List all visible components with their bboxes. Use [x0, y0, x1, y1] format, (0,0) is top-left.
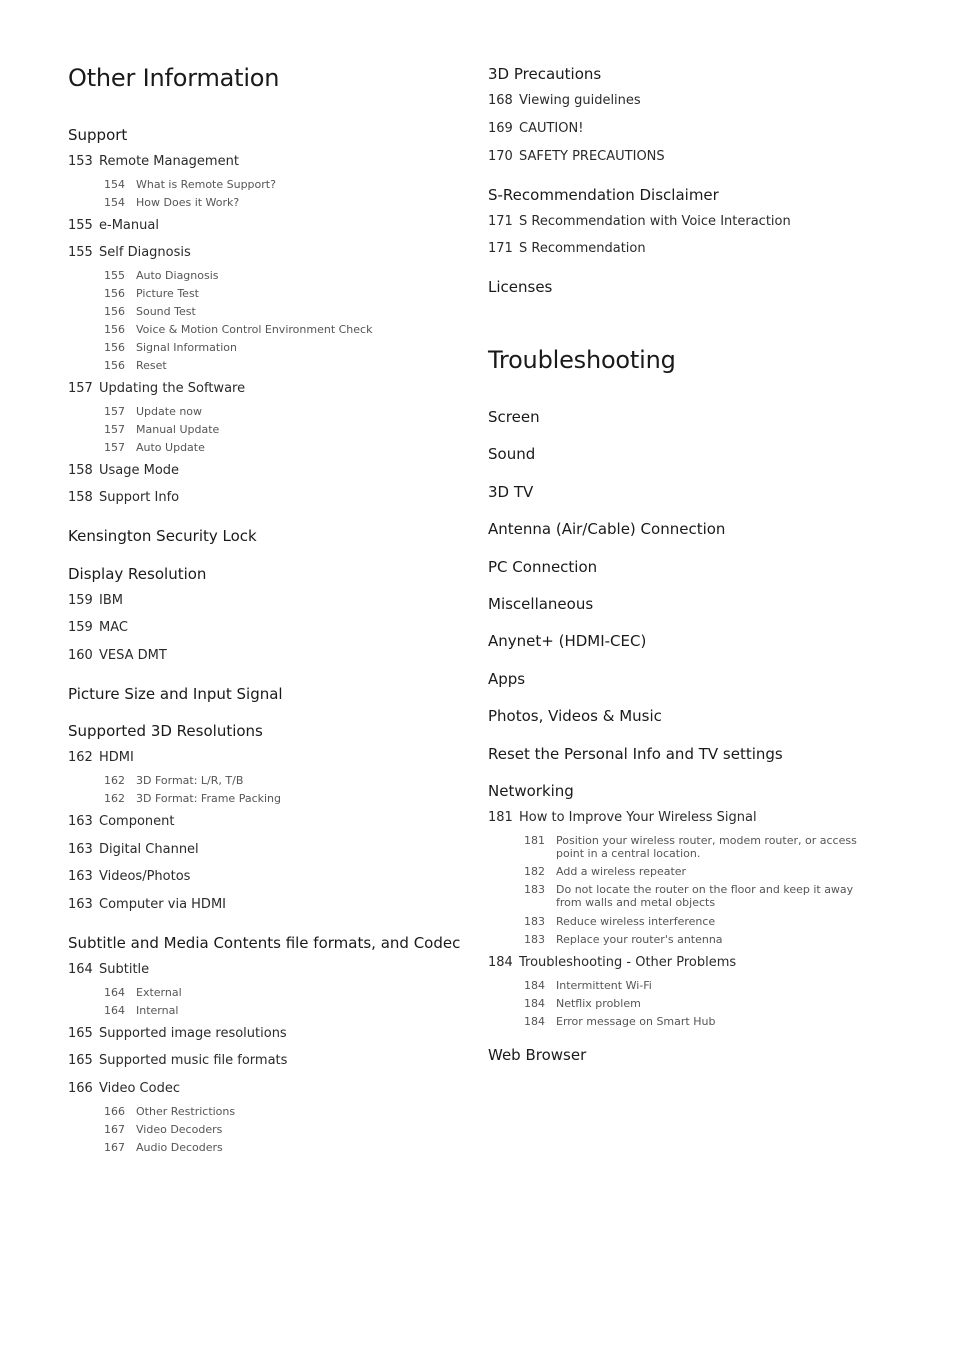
toc-subentry-reset[interactable] [68, 359, 167, 372]
toc-entry-updating-the-software[interactable] [68, 381, 245, 396]
entry-title: How to Improve Your Wireless Signal [519, 810, 757, 825]
toc-entry-mac[interactable] [68, 620, 128, 635]
entry-title: S Recommendation [519, 241, 646, 256]
entry-title: Intermittent Wi-Fi [556, 979, 652, 992]
entry-title: SAFETY PRECAUTIONS [519, 149, 665, 164]
toc-subentry-what-is-remote-support[interactable] [68, 178, 276, 191]
page-number: 167 [104, 1123, 125, 1136]
toc-section-miscellaneous[interactable]: Miscellaneous [488, 595, 594, 613]
page-number: 159 [68, 620, 93, 635]
page-number: 181 [524, 834, 545, 847]
toc-entry-computer-via-hdmi[interactable] [68, 897, 226, 912]
entry-title: Supported image resolutions [99, 1026, 287, 1041]
toc-subentry-auto-update[interactable] [68, 441, 205, 454]
toc-subentry-auto-diagnosis[interactable] [68, 269, 219, 282]
toc-entry-ibm[interactable] [68, 593, 123, 608]
page-number: 162 [68, 750, 93, 765]
entry-title: HDMI [99, 750, 134, 765]
toc-entry-how-to-improve-your-wireless-signal[interactable] [488, 810, 757, 825]
entry-title: Manual Update [136, 423, 220, 436]
entry-title: Supported music file formats [99, 1053, 288, 1068]
entry-title: Support Info [99, 490, 180, 505]
toc-entry-video-codec[interactable] [68, 1081, 180, 1096]
entry-title: Signal Information [136, 341, 237, 354]
page-number: 162 [104, 792, 125, 805]
entry-title: Auto Diagnosis [136, 269, 219, 282]
page-number: 154 [104, 178, 125, 191]
toc-subentry-sound-test[interactable] [68, 305, 196, 318]
page-number: 166 [104, 1105, 125, 1118]
toc-entry-support-info[interactable] [68, 490, 179, 505]
page-number: 182 [524, 865, 545, 878]
page-number: 184 [524, 979, 545, 992]
entry-title: 3D Format: Frame Packing [136, 792, 282, 805]
page-number: 181 [488, 810, 513, 825]
toc-subentry-3d-format-l-r-t-b[interactable] [68, 774, 243, 787]
page-number: 184 [524, 997, 545, 1010]
toc-entry-troubleshooting-other-problems[interactable] [488, 955, 736, 970]
entry-title: VESA DMT [99, 648, 167, 663]
toc-entry-usage-mode[interactable] [68, 463, 179, 478]
page-number: 156 [104, 341, 125, 354]
toc-section-3d-tv[interactable]: 3D TV [488, 483, 534, 501]
toc-section-sound[interactable]: Sound [488, 445, 536, 463]
toc-subentry-audio-decoders[interactable] [68, 1141, 223, 1154]
page-number: 156 [104, 323, 125, 336]
page-number: 157 [68, 381, 93, 396]
entry-title: Video Codec [99, 1081, 180, 1096]
toc-entry-self-diagnosis[interactable] [68, 245, 191, 260]
toc-entry-safety-precautions[interactable] [488, 149, 665, 164]
page-number: 162 [104, 774, 125, 787]
page-number: 154 [104, 196, 125, 209]
page-number: 166 [68, 1081, 93, 1096]
toc-section-kensington-security-lock[interactable]: Kensington Security Lock [68, 527, 257, 545]
toc-subentry-add-a-wireless-repeater[interactable] [488, 865, 686, 878]
page-number: 164 [68, 962, 93, 977]
page-number: 169 [488, 121, 513, 136]
toc-entry-caution[interactable] [488, 121, 583, 136]
toc-section-web-browser[interactable]: Web Browser [488, 1046, 587, 1064]
page-number: 155 [104, 269, 125, 282]
entry-title: Digital Channel [99, 842, 199, 857]
toc-subentry-picture-test[interactable] [68, 287, 199, 300]
entry-title: Usage Mode [99, 463, 180, 478]
entry-title: Replace your router's antenna [556, 933, 723, 946]
entry-title: Audio Decoders [136, 1141, 223, 1154]
toc-subentry-3d-format-frame-packing[interactable] [68, 792, 281, 805]
entry-title: Position your wireless router, modem router, or access point in a central location. [556, 834, 857, 860]
toc-section-3d-precautions[interactable]: 3D Precautions [488, 65, 602, 83]
toc-entry-videos-photos[interactable] [68, 869, 190, 884]
page-number: 157 [104, 423, 125, 436]
page-number: 158 [68, 490, 93, 505]
toc-subentry-update-now[interactable] [68, 405, 202, 418]
entry-title: Videos/Photos [99, 869, 191, 884]
toc-entry-vesa-dmt[interactable] [68, 648, 167, 663]
entry-title: Netflix problem [556, 997, 641, 1010]
page-number: 163 [68, 869, 93, 884]
entry-title: Sound Test [136, 305, 196, 318]
page-number: 156 [104, 287, 125, 300]
entry-title: Other Restrictions [136, 1105, 236, 1118]
page-number: 158 [68, 463, 93, 478]
toc-subentry-position-your-wireless-router-modem-router-or-access-point-in-a-central-location[interactable] [488, 834, 866, 860]
toc-subentry-voice-motion-control-environment-check[interactable] [68, 323, 372, 336]
page-number: 155 [68, 218, 93, 233]
toc-section-supported-3d-resolutions[interactable]: Supported 3D Resolutions [68, 722, 263, 740]
entry-title: Reduce wireless interference [556, 915, 716, 928]
page-number: 165 [68, 1053, 93, 1068]
toc-section-subtitle-and-media-contents-file-formats-and-codec[interactable]: Subtitle and Media Contents file formats, and Codec [68, 934, 461, 952]
toc-section-reset-the-personal-info-and-tv-settings[interactable]: Reset the Personal Info and TV settings [488, 745, 783, 763]
page-number: 163 [68, 842, 93, 857]
toc-subentry-replace-your-router-s-antenna[interactable] [488, 933, 723, 946]
heading-other-information: Other Information [68, 64, 280, 92]
toc-subentry-other-restrictions[interactable] [68, 1105, 235, 1118]
entry-title: S Recommendation with Voice Interaction [519, 214, 791, 229]
page-number: 164 [104, 1004, 125, 1017]
page-number: 163 [68, 897, 93, 912]
toc-section-picture-size-and-input-signal[interactable]: Picture Size and Input Signal [68, 685, 283, 703]
page-number: 183 [524, 883, 545, 896]
toc-entry-hdmi[interactable] [68, 750, 134, 765]
entry-title: Subtitle [99, 962, 150, 977]
toc-entry-digital-channel[interactable] [68, 842, 199, 857]
toc-subentry-netflix-problem[interactable] [488, 997, 641, 1010]
toc-subentry-do-not-locate-the-router-on-the-floor-and-keep-it-away-from-walls-and-metal-objects[interactable] [488, 883, 866, 909]
toc-subentry-how-does-it-work[interactable] [68, 196, 239, 209]
entry-title: Troubleshooting - Other Problems [519, 955, 737, 970]
entry-title: Update now [136, 405, 203, 418]
entry-title: CAUTION! [519, 121, 584, 136]
page-number: 170 [488, 149, 513, 164]
page-number: 164 [104, 986, 125, 999]
entry-title: Reset [136, 359, 167, 372]
toc-section-networking[interactable]: Networking [488, 782, 574, 800]
page-number: 153 [68, 154, 93, 169]
toc-entry-s-recommendation[interactable] [488, 241, 646, 256]
page-number: 171 [488, 214, 513, 229]
entry-title: Viewing guidelines [519, 93, 641, 108]
page-number: 156 [104, 359, 125, 372]
toc-section-apps[interactable]: Apps [488, 670, 526, 688]
entry-title: Computer via HDMI [99, 897, 226, 912]
toc-subentry-video-decoders[interactable] [68, 1123, 222, 1136]
toc-entry-component[interactable] [68, 814, 174, 829]
toc-subentry-intermittent-wi-fi[interactable] [488, 979, 652, 992]
entry-title: Remote Management [99, 154, 239, 169]
toc-subentry-manual-update[interactable] [68, 423, 219, 436]
toc-subentry-signal-information[interactable] [68, 341, 237, 354]
toc-section-display-resolution[interactable]: Display Resolution [68, 565, 207, 583]
entry-title: 3D Format: L/R, T/B [136, 774, 244, 787]
page-number: 184 [524, 1015, 545, 1028]
page-number: 171 [488, 241, 513, 256]
toc-entry-remote-management[interactable] [68, 154, 239, 169]
page-number: 167 [104, 1141, 125, 1154]
page-number: 157 [104, 405, 125, 418]
toc-section-support[interactable]: Support [68, 126, 128, 144]
toc-section-anynet-hdmi-cec[interactable]: Anynet+ (HDMI-CEC) [488, 632, 647, 650]
entry-title: External [136, 986, 182, 999]
page-number: 165 [68, 1026, 93, 1041]
page-number: 157 [104, 441, 125, 454]
toc-subentry-error-message-on-smart-hub[interactable] [488, 1015, 715, 1028]
toc-section-screen[interactable]: Screen [488, 408, 540, 426]
entry-title: e-Manual [99, 218, 159, 233]
entry-title: Picture Test [136, 287, 199, 300]
toc-subentry-internal[interactable] [68, 1004, 178, 1017]
toc-subentry-reduce-wireless-interference[interactable] [488, 915, 715, 928]
entry-title: Add a wireless repeater [556, 865, 687, 878]
entry-title: Component [99, 814, 175, 829]
toc-section-licenses[interactable]: Licenses [488, 278, 553, 296]
page-number: 155 [68, 245, 93, 260]
page-number: 184 [488, 955, 513, 970]
entry-title: How Does it Work? [136, 196, 240, 209]
entry-title: Self Diagnosis [99, 245, 191, 260]
toc-section-pc-connection[interactable]: PC Connection [488, 558, 598, 576]
toc-entry-s-recommendation-with-voice-interaction[interactable] [488, 214, 791, 229]
entry-title: Error message on Smart Hub [556, 1015, 716, 1028]
entry-title: Video Decoders [136, 1123, 223, 1136]
entry-title: IBM [99, 593, 123, 608]
page-number: 159 [68, 593, 93, 608]
page-number: 168 [488, 93, 513, 108]
entry-title: Internal [136, 1004, 179, 1017]
page-number: 183 [524, 933, 545, 946]
entry-title: MAC [99, 620, 128, 635]
toc-section-antenna-air-cable-connection[interactable]: Antenna (Air/Cable) Connection [488, 520, 726, 538]
toc-entry-e-manual[interactable] [68, 218, 159, 233]
entry-title: Updating the Software [99, 381, 246, 396]
toc-entry-viewing-guidelines[interactable] [488, 93, 641, 108]
toc-section-s-recommendation-disclaimer[interactable]: S-Recommendation Disclaimer [488, 186, 719, 204]
heading-troubleshooting: Troubleshooting [488, 346, 676, 374]
entry-title: Do not locate the router on the floor and keep it away from walls and metal objects [556, 883, 854, 909]
page-number: 163 [68, 814, 93, 829]
entry-title: Auto Update [136, 441, 205, 454]
entry-title: What is Remote Support? [136, 178, 276, 191]
entry-title: Voice & Motion Control Environment Check [136, 323, 373, 336]
page-number: 183 [524, 915, 545, 928]
toc-subentry-external[interactable] [68, 986, 182, 999]
toc-entry-supported-music-file-formats[interactable] [68, 1053, 287, 1068]
page-number: 160 [68, 648, 93, 663]
toc-entry-supported-image-resolutions[interactable] [68, 1026, 287, 1041]
toc-entry-subtitle[interactable] [68, 962, 149, 977]
page-number: 156 [104, 305, 125, 318]
toc-section-photos-videos-music[interactable]: Photos, Videos & Music [488, 707, 662, 725]
